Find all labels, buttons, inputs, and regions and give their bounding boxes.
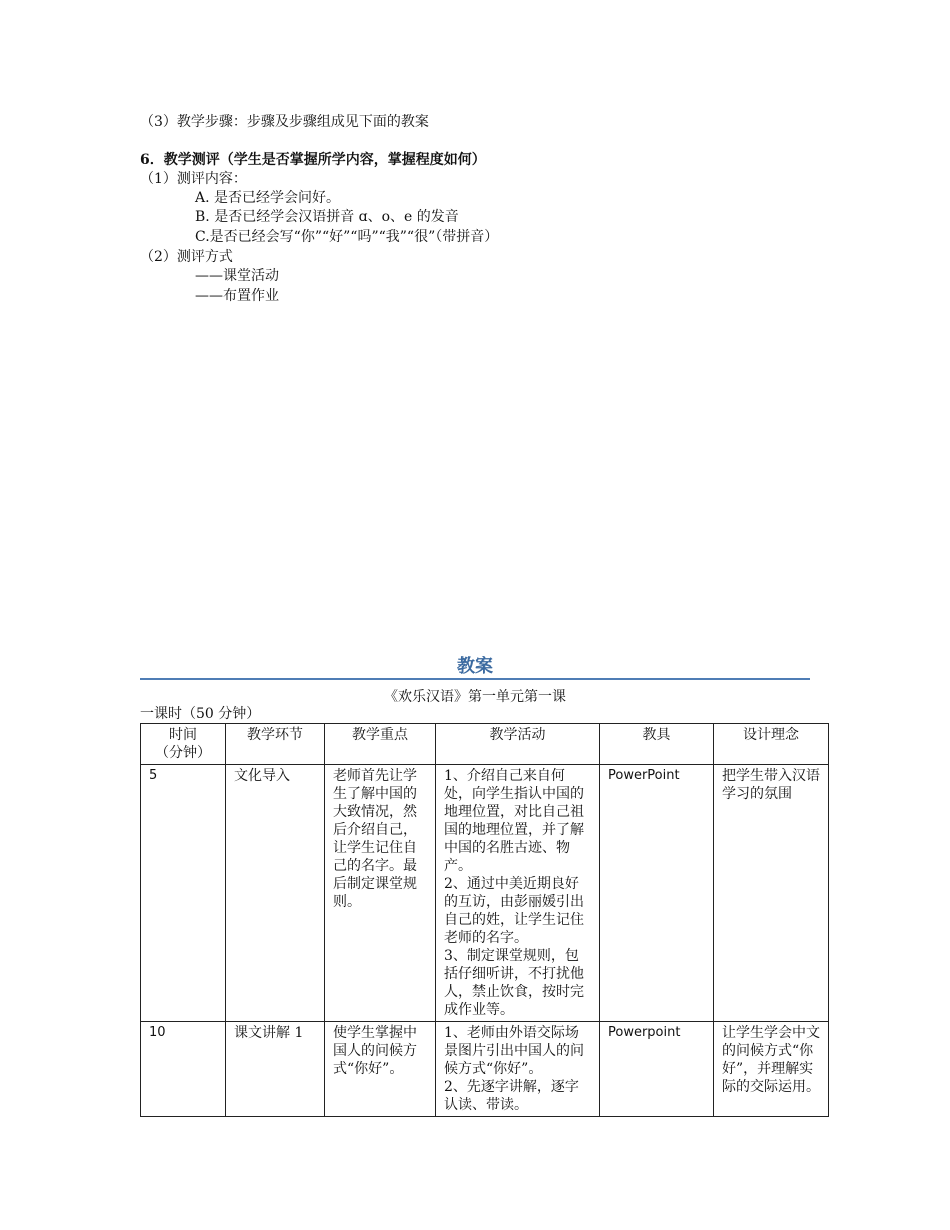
eval-item-a: A. 是否已经学会问好。 bbox=[195, 190, 341, 206]
lesson-plan-title: 教案 bbox=[457, 656, 493, 677]
table-row bbox=[141, 1022, 829, 1117]
row1-stage: 文化导入 bbox=[226, 765, 325, 1022]
eval-method-label: （2）测评方式 bbox=[140, 249, 233, 265]
lesson-subtitle: 《欢乐汉语》第一单元第一课 bbox=[384, 689, 566, 705]
row1-time: 5 bbox=[141, 765, 226, 1022]
steps-note: （3）教学步骤：步骤及步骤组成见下面的教案 bbox=[140, 114, 429, 130]
header-tools: 教具 bbox=[600, 724, 714, 765]
row2-focus: 使学生掌握中国人的问候方式“你好”。 bbox=[325, 1022, 436, 1117]
eval-method-activity: ——课堂活动 bbox=[195, 268, 279, 284]
row1-activity: 1、介绍自己来自何处，向学生指认中国的地理位置，对比自己祖国的地理位置，并了解中国的名胜古迹、物产。 2、通过中美近期良好的互访，由彭丽媛引出自己的姓，让学生记住老师的名字。 3、制定课堂规则，包括仔细听讲，不打扰他人，禁止饮食，按时完成作业等。 bbox=[436, 765, 600, 1022]
lesson-plan-table bbox=[140, 723, 829, 1117]
row2-time: 10 bbox=[141, 1022, 226, 1117]
section-6-heading: 6．教学测评（学生是否掌握所学内容，掌握程度如何） bbox=[140, 152, 486, 168]
header-stage: 教学环节 bbox=[226, 724, 325, 765]
eval-content-label: （1）测评内容： bbox=[140, 171, 247, 187]
table-header-row bbox=[141, 724, 829, 765]
header-activity: 教学活动 bbox=[436, 724, 600, 765]
row2-activity: 1、老师由外语交际场景图片引出中国人的问候方式“你好”。 2、先逐字讲解，逐字认读、带读。 bbox=[436, 1022, 600, 1117]
header-concept: 设计理念 bbox=[714, 724, 829, 765]
title-divider bbox=[140, 678, 810, 680]
eval-item-c: C.是否已经会写“你”“好”“吗”“我”“很”（带拼音） bbox=[195, 229, 499, 245]
row2-concept: 让学生学会中文的问候方式“你好”，并理解实际的交际运用。 bbox=[714, 1022, 829, 1117]
row2-tools: Powerpoint bbox=[600, 1022, 714, 1117]
eval-method-homework: ——布置作业 bbox=[195, 288, 279, 304]
row2-stage: 课文讲解 1 bbox=[226, 1022, 325, 1117]
table-row bbox=[141, 765, 829, 1022]
period-note: 一课时（50 分钟） bbox=[140, 706, 261, 722]
eval-item-b: B. 是否已经学会汉语拼音 ɑ、o、e 的发音 bbox=[195, 209, 459, 225]
row1-focus: 老师首先让学生了解中国的大致情况，然后介绍自己，让学生记住自己的名字。最后制定课堂规则。 bbox=[325, 765, 436, 1022]
row1-tools: PowerPoint bbox=[600, 765, 714, 1022]
header-focus: 教学重点 bbox=[325, 724, 436, 765]
row1-concept: 把学生带入汉语学习的氛围 bbox=[714, 765, 829, 1022]
header-time: 时间 （分钟） bbox=[141, 724, 226, 765]
